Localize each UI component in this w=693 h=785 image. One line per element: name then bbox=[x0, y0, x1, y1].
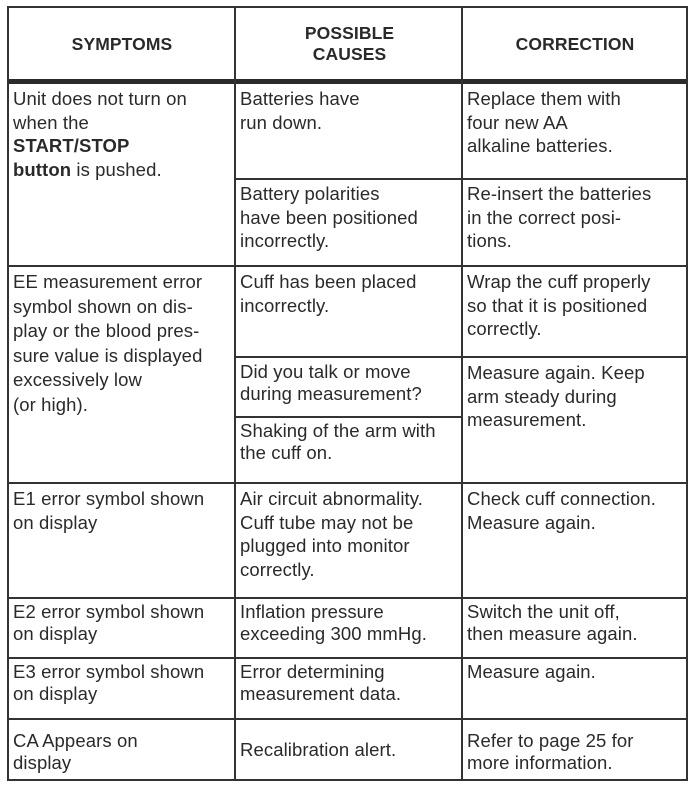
text-line: Batteries have bbox=[240, 88, 360, 109]
text-line: Recalibration alert. bbox=[240, 738, 397, 760]
correction-cell bbox=[463, 358, 686, 432]
header-possible-causes bbox=[237, 8, 462, 80]
header-causes-line1: POSSIBLE bbox=[304, 23, 395, 43]
correction-cell bbox=[463, 727, 686, 774]
correction-cell bbox=[463, 267, 686, 341]
cause-cell bbox=[236, 598, 461, 645]
text-line: Air circuit abnormality. bbox=[240, 488, 423, 509]
text-line: E3 error symbol shown bbox=[13, 661, 205, 682]
cause-cell bbox=[236, 720, 461, 779]
text-line: arm steady during bbox=[467, 385, 617, 407]
text-line: Re-insert the batteries bbox=[467, 183, 652, 204]
text-line: Check cuff connection. bbox=[467, 488, 657, 509]
text-line: so that it is positioned bbox=[467, 294, 648, 316]
text-line: sure value is displayed bbox=[13, 344, 203, 366]
symptom-cell bbox=[9, 598, 234, 645]
text-line: Measure again. bbox=[467, 511, 596, 533]
text-line: Cuff has been placed bbox=[240, 271, 417, 292]
text-line: Battery polarities bbox=[240, 183, 380, 204]
bold-text: START/STOP bbox=[13, 135, 130, 156]
text-line: correctly. bbox=[467, 318, 542, 339]
header-causes-line2: CAUSES bbox=[312, 44, 387, 64]
text-line: Replace them with bbox=[467, 88, 621, 109]
text-line: Did you talk or move bbox=[240, 361, 411, 382]
text-line: run down. bbox=[240, 111, 323, 133]
text-line: CA Appears on bbox=[13, 730, 138, 751]
text-line: the cuff on. bbox=[240, 442, 333, 463]
text-line: EE measurement error bbox=[13, 271, 203, 292]
text-line: Measure again. Keep bbox=[467, 362, 645, 383]
text-line: display bbox=[13, 752, 72, 773]
cause-cell bbox=[236, 358, 461, 405]
text-line: symbol shown on dis- bbox=[13, 295, 193, 317]
text-line: play or the blood pres- bbox=[13, 320, 200, 341]
cause-cell bbox=[236, 267, 461, 317]
header-symptoms-label: SYMPTOMS bbox=[71, 33, 173, 54]
header-correction-label: CORRECTION bbox=[515, 33, 635, 54]
bold-text: button bbox=[13, 158, 72, 180]
text-line: Shaking of the arm with bbox=[240, 420, 436, 441]
text-line: on display bbox=[13, 623, 98, 644]
cause-cell bbox=[236, 417, 461, 464]
symptom-cell bbox=[9, 484, 234, 534]
text-line: E1 error symbol shown bbox=[13, 488, 205, 509]
text-line: when the bbox=[13, 111, 89, 133]
text-line: incorrectly. bbox=[240, 294, 330, 316]
text-line: Error determining bbox=[240, 661, 385, 682]
cause-cell bbox=[236, 179, 461, 253]
text-line: more information. bbox=[467, 752, 613, 773]
symptom-cell bbox=[9, 727, 234, 774]
text-line: Inflation pressure bbox=[240, 601, 384, 622]
cause-cell bbox=[236, 658, 461, 705]
cause-cell bbox=[236, 84, 461, 134]
text-line: have been positioned bbox=[240, 206, 418, 228]
cause-cell bbox=[236, 484, 461, 581]
header-correction bbox=[464, 8, 686, 80]
symptom-cell bbox=[9, 658, 234, 705]
correction-cell bbox=[463, 484, 686, 534]
text-line: Unit does not turn on bbox=[13, 88, 187, 109]
symptom-cell bbox=[9, 84, 234, 181]
text-line: tions. bbox=[467, 230, 512, 251]
text-line: four new AA bbox=[467, 111, 568, 133]
text-line: Wrap the cuff properly bbox=[467, 271, 651, 292]
correction-cell bbox=[463, 179, 686, 253]
text-line: plugged into monitor bbox=[240, 535, 410, 556]
text-line: on display bbox=[13, 683, 98, 704]
text-line: on display bbox=[13, 511, 98, 533]
text-line: during measurement? bbox=[240, 383, 422, 404]
correction-cell bbox=[463, 658, 686, 683]
troubleshooting-table bbox=[7, 6, 688, 781]
text-line: in the correct posi- bbox=[467, 206, 622, 228]
text-line: exceeding 300 mmHg. bbox=[240, 623, 427, 644]
text-line: (or high). bbox=[13, 393, 89, 415]
text-line: correctly. bbox=[240, 558, 315, 580]
text-line: then measure again. bbox=[467, 623, 638, 644]
text-line: alkaline batteries. bbox=[467, 135, 613, 156]
symptom-cell bbox=[9, 267, 234, 417]
text-line: incorrectly. bbox=[240, 230, 330, 251]
text-line: Measure again. bbox=[467, 661, 596, 682]
header-symptoms bbox=[9, 8, 235, 80]
text-line: Cuff tube may not be bbox=[240, 511, 414, 533]
text-line: E2 error symbol shown bbox=[13, 601, 205, 622]
text-line: measurement data. bbox=[240, 683, 402, 704]
text-line: Switch the unit off, bbox=[467, 601, 620, 622]
text: is pushed. bbox=[71, 158, 162, 180]
text-line: excessively low bbox=[13, 369, 142, 390]
correction-cell bbox=[463, 84, 686, 158]
text-line: Refer to page 25 for bbox=[467, 730, 634, 751]
text-line: measurement. bbox=[467, 409, 587, 430]
correction-cell bbox=[463, 598, 686, 645]
